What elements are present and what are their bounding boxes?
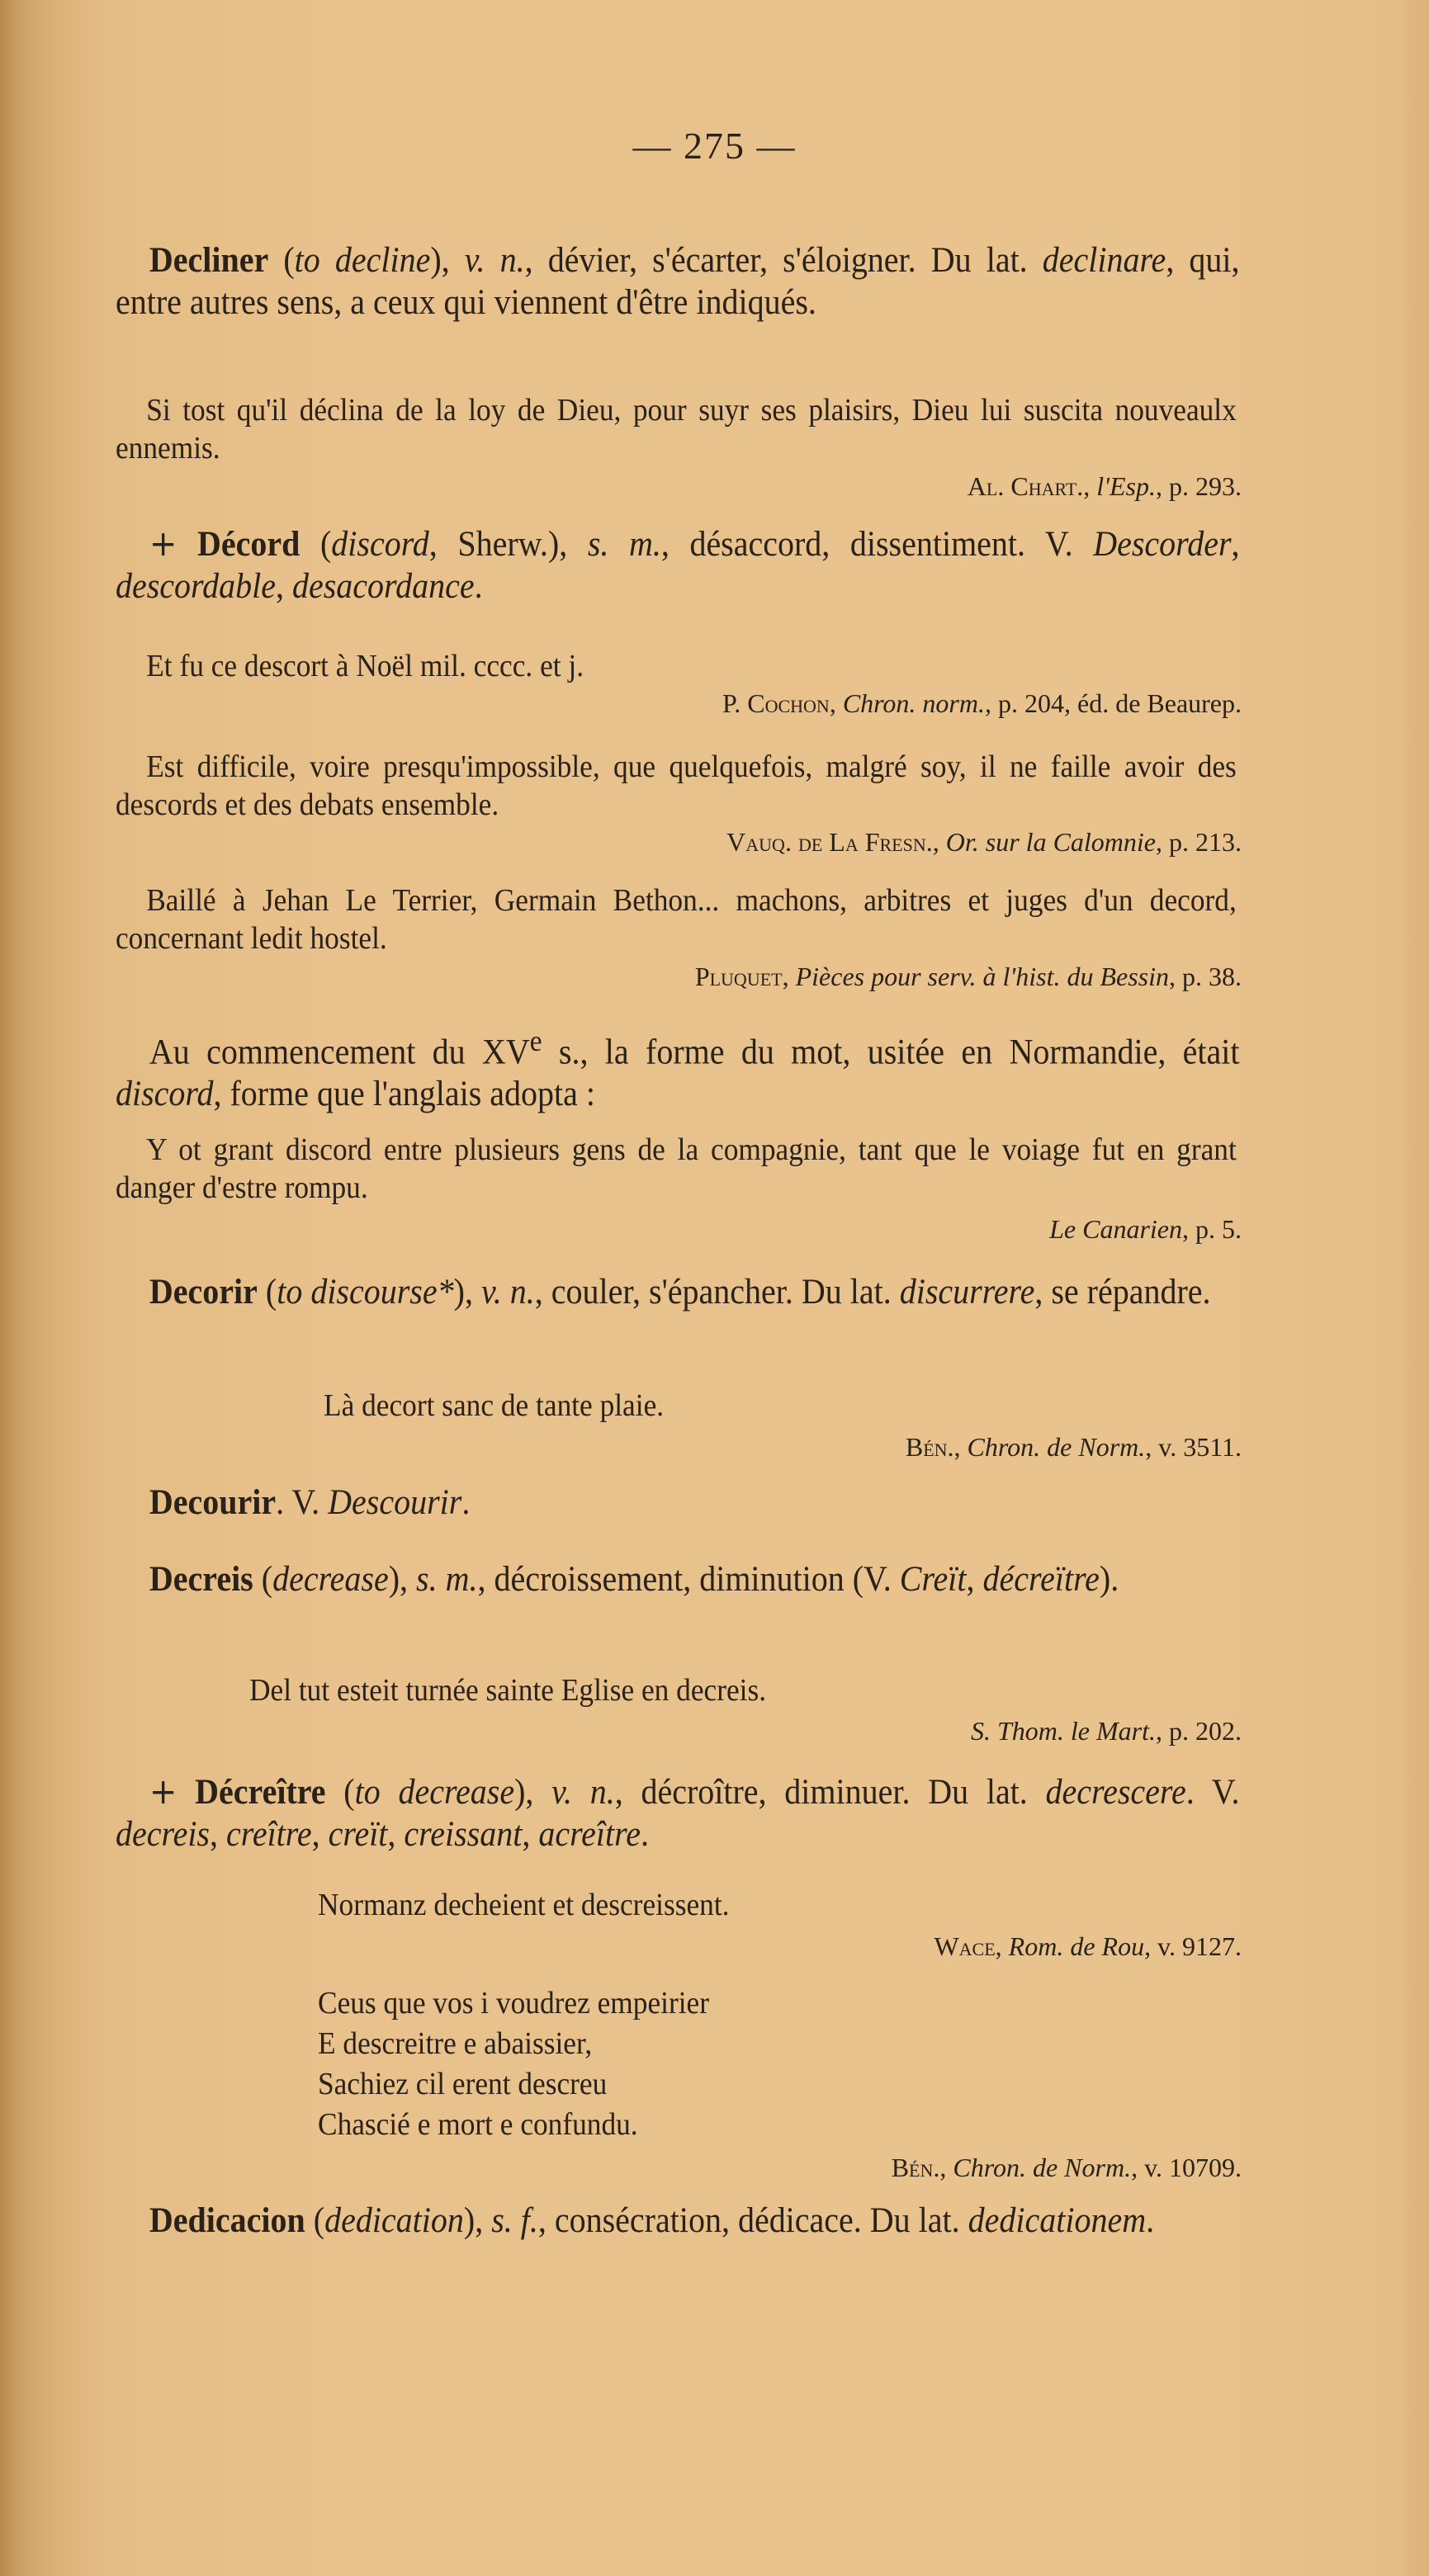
latin-etymon: decrescere — [1045, 1773, 1186, 1812]
latin-etymon: dedicationem — [968, 2201, 1147, 2240]
citation: Vauq. de La Fresn., Or. sur la Calomnie, p. 213. — [726, 827, 1242, 857]
definition: , dévier, s'écarter, s'éloigner. Du lat. — [524, 241, 1043, 280]
citation-ref: , v. 3511. — [1145, 1432, 1242, 1462]
citation: Bén., Chron. de Norm., v. 10709. — [891, 2153, 1242, 2182]
see-also: descordable — [116, 567, 276, 606]
english-equivalent: to decline — [294, 241, 431, 280]
definition-rest: . — [1146, 2201, 1155, 2240]
entry-decreis: Decreis (decrease), s. m., décroissement, diminution (V. Creït, décreïtre). — [149, 1560, 1119, 1599]
citation-work: Rom. de Rou — [1008, 1931, 1145, 1961]
see-also: Descorder — [1093, 525, 1232, 564]
english-equivalent: dedication — [324, 2201, 464, 2240]
see-also: Descourir — [328, 1483, 462, 1522]
quote: Baillé à Jehan Le Terrier, Germain Bethon... machons, arbitres et juges d'un decord, concernant ledit hostel. — [116, 883, 1237, 956]
note-superscript: e — [529, 1024, 542, 1057]
note-text: s., la forme du mot, usitée en Normandie, était — [542, 1033, 1240, 1072]
english-equivalent: to discourse* — [277, 1273, 454, 1312]
definition: , décroître, diminuer. Du lat. — [614, 1773, 1046, 1812]
see-also: decreis — [116, 1815, 210, 1854]
grammar: s. m. — [587, 525, 661, 564]
see-also: creït — [328, 1815, 388, 1854]
citation-ref: , p. 5. — [1182, 1214, 1242, 1244]
quote: Est difficile, voire presqu'impossible, que quelquefois, malgré soy, il ne faille avoir des descords et des debats ensemble. — [116, 749, 1237, 822]
citation-work: l'Esp. — [1096, 471, 1156, 501]
verse-line: Sachiez cil erent descreu — [318, 2067, 608, 2101]
citation-work: Chron. de Norm. — [967, 1432, 1146, 1462]
headword: Decourir — [149, 1483, 277, 1522]
definition: , couler, s'épancher. Du lat. — [534, 1273, 900, 1312]
citation-ref: , v. 10709. — [1131, 2153, 1242, 2182]
quote: Y ot grant discord entre plusieurs gens de la compagnie, tant que le voiage fut en grant danger d'estre rompu. — [116, 1132, 1237, 1205]
quote: Si tost qu'il déclina de la loy de Dieu, pour suyr ses plaisirs, Dieu lui suscita nouveaulx ennemis. — [116, 393, 1237, 466]
citation — [971, 1714, 1242, 1747]
note-word: discord — [116, 1075, 214, 1114]
headword: Decliner — [149, 241, 269, 280]
grammar: v. n. — [480, 1273, 535, 1312]
english-equivalent: discord — [331, 525, 429, 564]
citation-author: Bén. — [891, 2153, 940, 2182]
see-also: creître — [225, 1815, 312, 1854]
verse-line: E descreitre e abaissier, — [318, 2026, 593, 2061]
headword: Décreître — [195, 1773, 326, 1812]
headword: Dedicacion — [149, 2201, 305, 2240]
citation: Pluquet, Pièces pour serv. à l'hist. du Bessin, p. 38. — [694, 962, 1242, 991]
definition: , consécration, dédicace. Du lat. — [537, 2201, 968, 2240]
headword: Decreis — [149, 1560, 253, 1599]
citation-ref: , p. 213. — [1156, 827, 1242, 857]
english-source: , Sherw.) — [428, 525, 560, 564]
definition-rest: , qui, entre autres sens, a ceux qui viennent d'être indiqués. — [116, 241, 1240, 322]
grammar: s. m. — [416, 1560, 478, 1599]
latin-etymon: declinare — [1042, 241, 1166, 280]
citation-author: Vauq. de La Fresn. — [726, 827, 933, 857]
see-also: décreïtre — [982, 1560, 1100, 1599]
citation-work: S. Thom. le Mart. — [971, 1716, 1156, 1746]
page-number: — 275 — — [632, 125, 797, 167]
citation-ref: , p. 204, éd. de Beaurep. — [984, 688, 1242, 718]
see-also: creissant — [404, 1815, 523, 1854]
entry-decourir: Decourir. V. Descourir. — [149, 1483, 471, 1522]
cross-marker-icon: + — [149, 1771, 177, 1813]
citation — [1049, 1212, 1242, 1245]
etymology-note — [116, 1020, 1240, 1115]
verse-line: Ceus que vos i voudrez empeirier — [318, 1986, 710, 2021]
citation-work: Le Canarien — [1049, 1214, 1182, 1244]
entry-decreitre: + Décreître (to decrease), v. n., décroître, diminuer. Du lat. decrescere. V. decreis, creître, creït, creissant, acreître. — [116, 1771, 1240, 1854]
entry-decord: + Décord (discord, Sherw.), s. m., désaccord, dissentiment. V. Descorder, descordable, desacordance. — [116, 523, 1240, 606]
note-text: , forme que l'anglais adopta : — [213, 1075, 596, 1114]
definition: , désaccord, dissentiment. V. — [660, 525, 1094, 564]
citation: Wace, Rom. de Rou, v. 9127. — [934, 1931, 1242, 1961]
definition-rest: , se répandre. — [1034, 1273, 1211, 1312]
headword: Decorir — [149, 1273, 258, 1312]
citation-author: Wace — [934, 1931, 996, 1961]
see-also: Creït — [899, 1560, 967, 1599]
definition-rest: ). — [1099, 1560, 1119, 1599]
entry-dedicacion: Dedicacion (dedication), s. f., consécration, dédicace. Du lat. dedicationem. — [149, 2201, 1155, 2240]
note-text: Au commencement du XV — [149, 1033, 530, 1072]
verse-line: Chascié e mort e confundu. — [318, 2107, 638, 2142]
cross-marker-icon: + — [149, 523, 177, 565]
verse-line: Del tut esteit turnée sainte Eglise en decreis. — [249, 1673, 767, 1708]
grammar: v. n. — [551, 1773, 615, 1812]
citation-author: Al. Chart. — [967, 471, 1084, 501]
citation-ref: , v. 9127. — [1144, 1931, 1242, 1961]
grammar: v. n. — [464, 241, 525, 280]
citation: P. Cochon, Chron. norm., p. 204, éd. de Beaurep. — [722, 688, 1242, 718]
see-prefix: . V. — [1185, 1773, 1240, 1812]
citation-work: Chron. de Norm. — [953, 2153, 1132, 2182]
see-also: acreître — [538, 1815, 641, 1854]
english-equivalent: to decrease — [354, 1773, 515, 1812]
citation-work: Pièces pour serv. à l'hist. du Bessin — [795, 962, 1169, 991]
definition: . V. — [276, 1483, 329, 1522]
verse-line: Normanz decheient et descreissent. — [318, 1888, 730, 1922]
english-equivalent: decrease — [272, 1560, 389, 1599]
citation-work: Or. sur la Calomnie — [945, 827, 1156, 857]
citation-work: Chron. norm. — [842, 688, 985, 718]
latin-etymon: discurrere — [899, 1273, 1035, 1312]
quote: Et fu ce descort à Noël mil. cccc. et j. — [146, 649, 584, 683]
citation-ref: , p. 38. — [1169, 962, 1242, 991]
grammar: s. f. — [491, 2201, 538, 2240]
citation-ref: , p. 293. — [1156, 471, 1242, 501]
headword: Décord — [197, 525, 300, 564]
entry-decorir: Decorir (to discourse*), v. n., couler, s'épancher. Du lat. discurrere, se répandre. — [149, 1273, 1211, 1312]
citation-author: P. Cochon — [722, 688, 830, 718]
citation-author: Pluquet — [694, 962, 783, 991]
citation: Al. Chart., l'Esp., p. 293. — [967, 471, 1242, 501]
verse-line: Là decort sanc de tante plaie. — [324, 1388, 665, 1423]
see-also: desacordance — [291, 567, 475, 606]
citation-author: Bén. — [905, 1432, 954, 1462]
definition: , décroissement, diminution (V. — [477, 1560, 900, 1599]
citation-ref: , p. 202. — [1156, 1716, 1242, 1746]
entry-decliner: Decliner (to decline), v. n., dévier, s'écarter, s'éloigner. Du lat. declinare, qui, entre autres sens, a ceux qui viennent d'être indiqués. — [116, 241, 1240, 322]
citation: Bén., Chron. de Norm., v. 3511. — [905, 1432, 1242, 1462]
